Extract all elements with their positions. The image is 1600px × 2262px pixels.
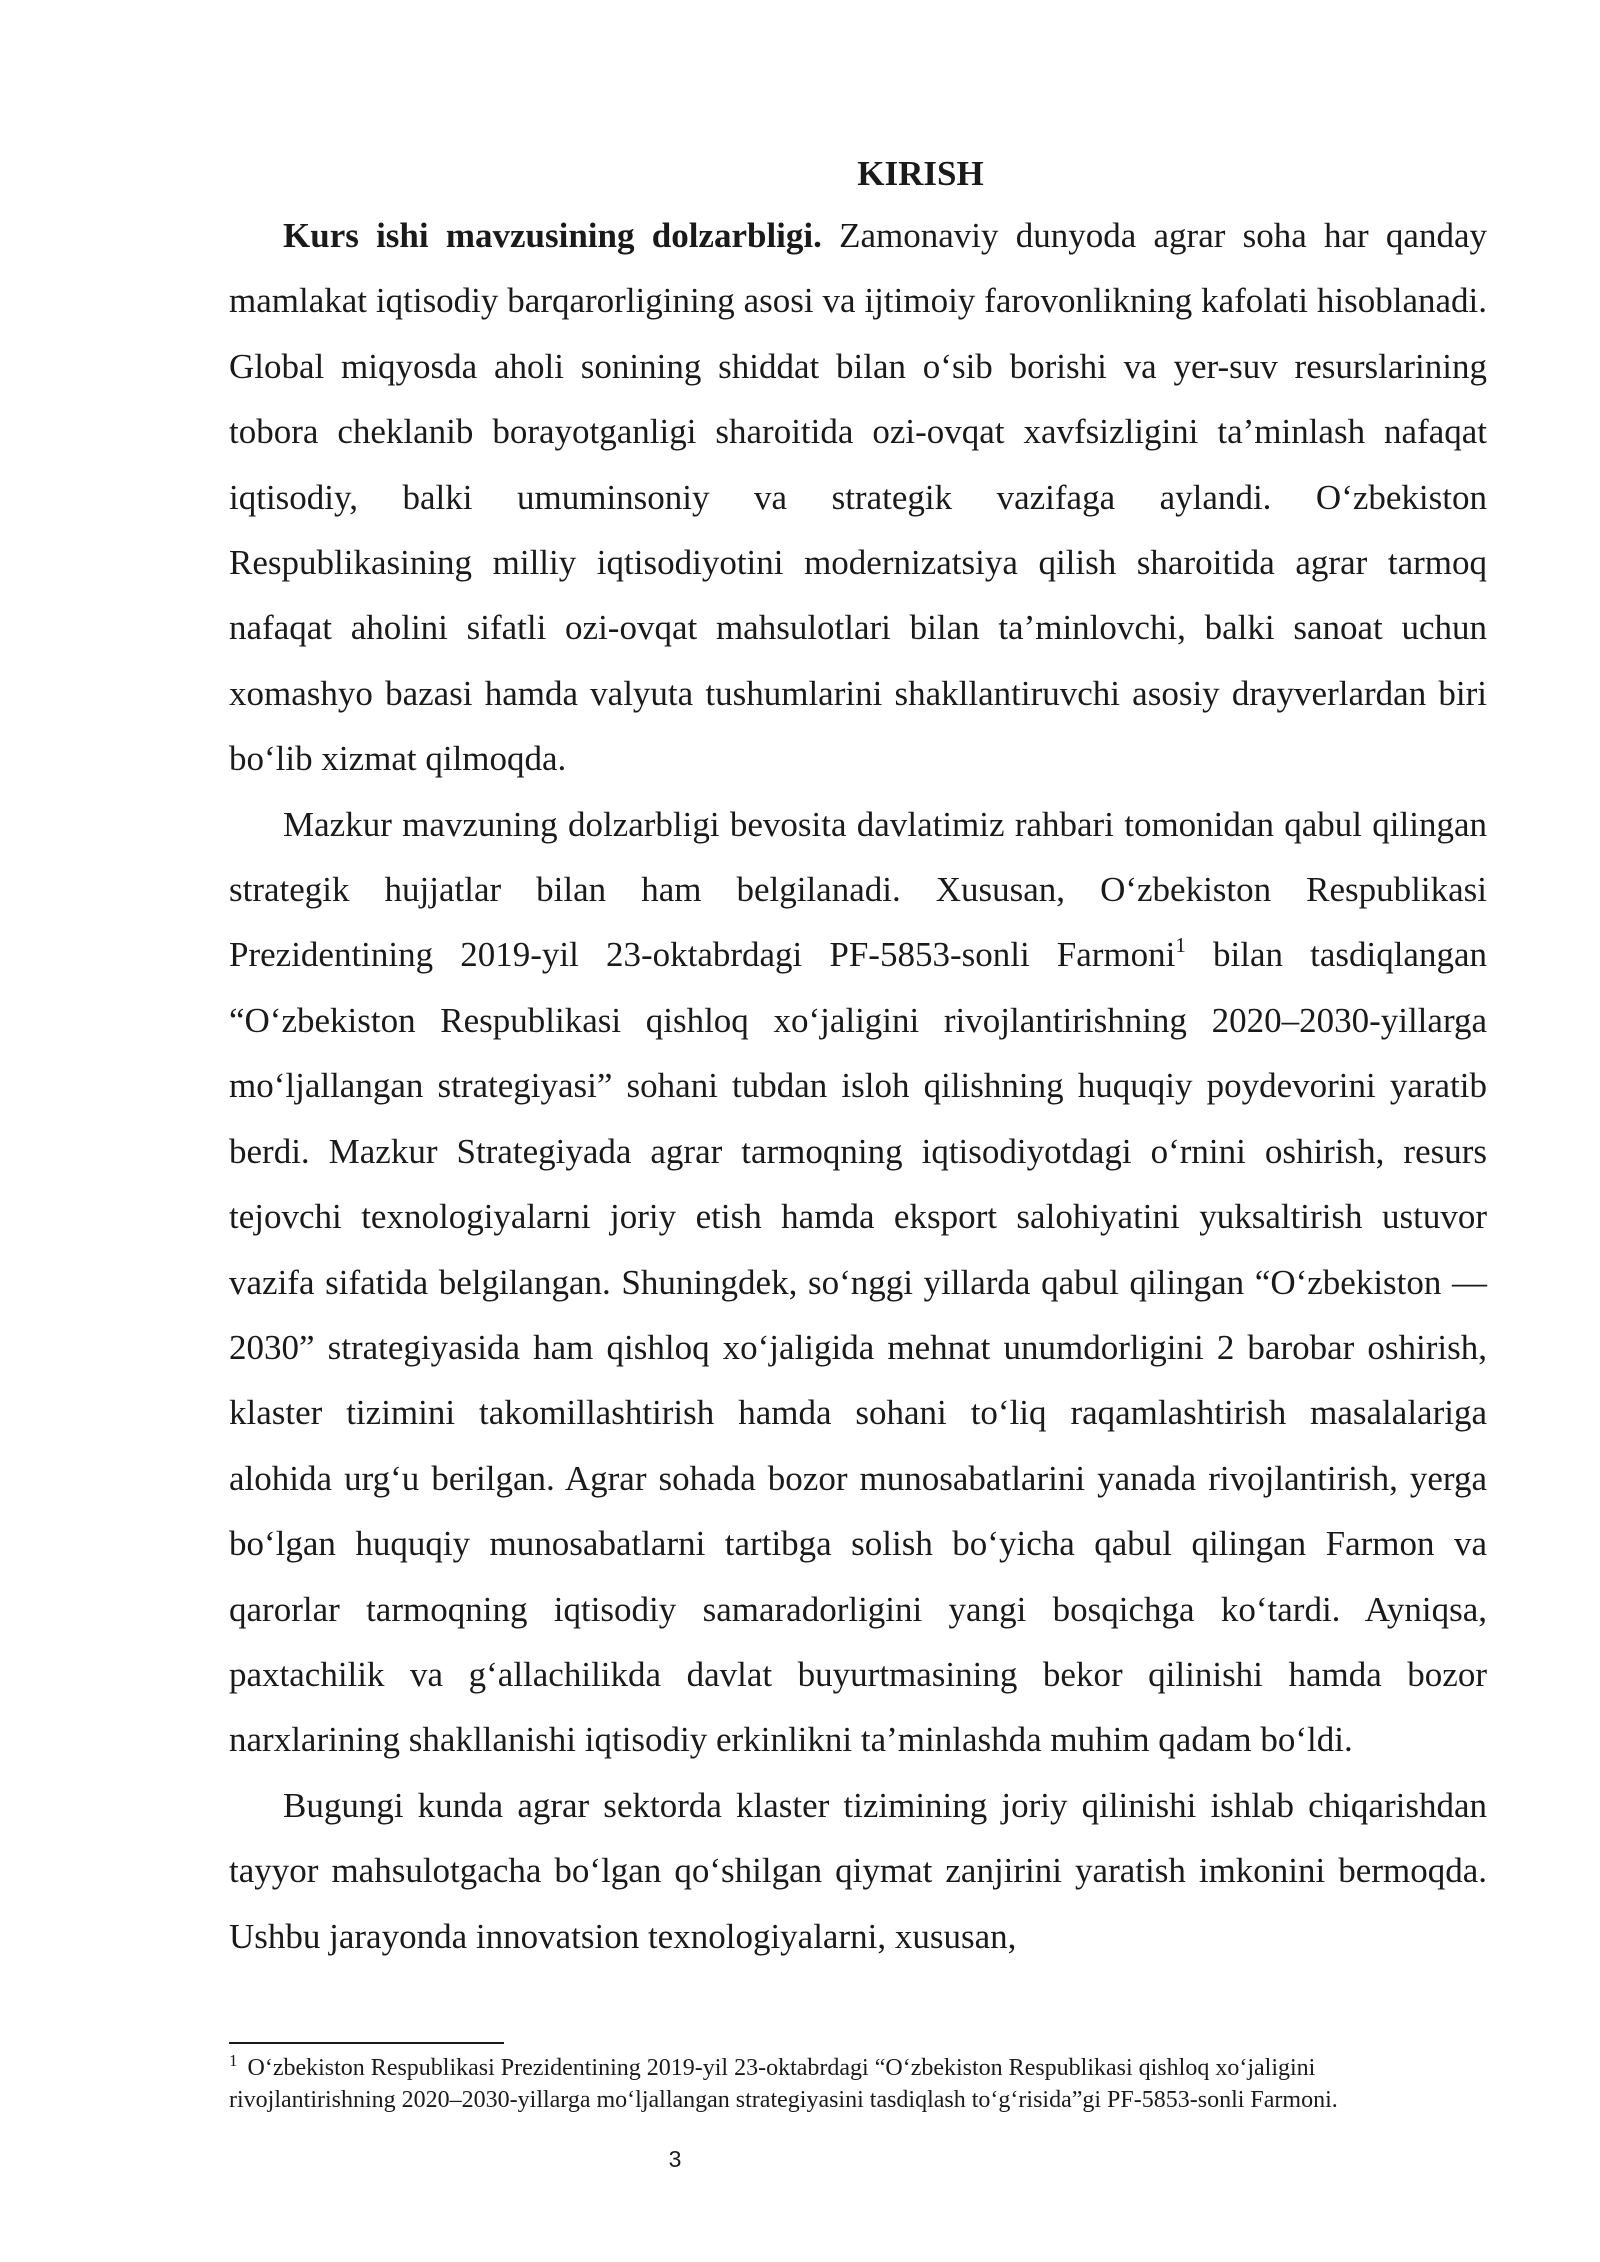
paragraph-text-after-ref: bilan tasdiqlangan “O‘zbekiston Respublikasi qishloq xo‘jaligini rivojlantirishning 2020–2030-yillarga mo‘ljallangan strategiyasi” sohani tubdan isloh qilishning huquqiy poydevorini yaratib berdi. Mazkur Strategiyada agrar tarmoqning iqtisodiyotdagi o‘rnini oshirish, resurs tejovchi texnologiyalarni joriy etish hamda eksport salohiyatini yuksaltirish ustuvor vazifa sifatida belgilangan. Shuningdek, so‘nggi yillarda qabul qilingan “O‘zbekiston — 2030” strategiyasida ham qishloq xo‘jaligida mehnat unumdorligini 2 barobar oshirish, klaster tizimini takomillashtirish hamda sohani to‘liq raqamlashtirish masalalariga alohida urg‘u berilgan. Agrar sohada bozor munosabatlarini yanada rivojlantirish, yerga bo‘lgan huquqiy munosabatlarni tartibga solish bo‘yicha qabul qilingan Farmon va qarorlar tarmoqning iqtisodiy samaradorligini yangi bosqichga ko‘tardi. Ayniqsa, paxtachilik va g‘allachilikda davlat buyurtmasining bekor qilinishi hamda bozor narxlarining shakllanishi iqtisodiy erkinlikni ta’minlashda muhim qadam bo‘ldi. <box>229 935 1487 1760</box>
main-content <box>229 145 1487 1969</box>
page-heading: KIRISH <box>857 154 984 193</box>
paragraph-text: Zamonaviy dunyoda agrar soha har qanday mamlakat iqtisodiy barqarorligining asosi va ijtimoiy farovonlikning kafolati hisoblanadi. Global miqyosda aholi sonining shiddat bilan o‘sib borishi va yer-suv resurslarining tobora cheklanib borayotganligi sharoitida ozi-ovqat xavfsizligini ta’minlash nafaqat iqtisodiy, balki umuminsoniy va strategik vazifaga aylandi. O‘zbekiston Respublikasining milliy iqtisodiyotini modernizatsiya qilish sharoitida agrar tarmoq nafaqat aholini sifatli ozi-ovqat mahsulotlari bilan ta’minlovchi, balki sanoat uchun xomashyo bazasi hamda valyuta tushumlarini shakllantiruvchi asosiy drayverlardan biri bo‘lib xizmat qilmoqda. <box>229 216 1487 779</box>
footnote-separator <box>229 2042 504 2044</box>
footnote-marker: 1 <box>229 2051 238 2070</box>
paragraph-text: Bugungi kunda agrar sektorda klaster tizimining joriy qilinishi ishlab chiqarishdan tayyor mahsulotgacha bo‘lgan qo‘shilgan qiymat zanjirini yaratish imkonini bermoqda. Ushbu jarayonda innovatsion texnologiyalarni, xususan, <box>229 1785 1487 1956</box>
paragraph-strategy <box>229 792 1487 1773</box>
footnote <box>229 2052 1487 2116</box>
paragraph-text-before-ref: Mazkur mavzuning dolzarbligi bevosita davlatimiz rahbari tomonidan qabul qilingan strategik hujjatlar bilan ham belgilanadi. Xususan, O‘zbekiston Respublikasi Prezidentining 2019-yil 23-oktabrdagi PF-5853-sonli Farmoni <box>229 804 1487 975</box>
footnote-text: O‘zbekiston Respublikasi Prezidentining 2019-yil 23-oktabrdagi “O‘zbekiston Respublikasi qishloq xo‘jaligini rivojlantirishning 2020–2030-yillarga mo‘ljallangan strategiyasini tasdiqlash to‘g‘risida”gi PF-5853-sonli Farmoni. <box>229 2055 1338 2113</box>
paragraph-relevance <box>229 203 1487 792</box>
page-number: 3 <box>668 2146 682 2172</box>
paragraph-lead: Kurs ishi mavzusining dolzarbligi. <box>283 216 822 255</box>
footnote-reference: 1 <box>1175 932 1186 957</box>
paragraph-cluster <box>229 1773 1487 1969</box>
